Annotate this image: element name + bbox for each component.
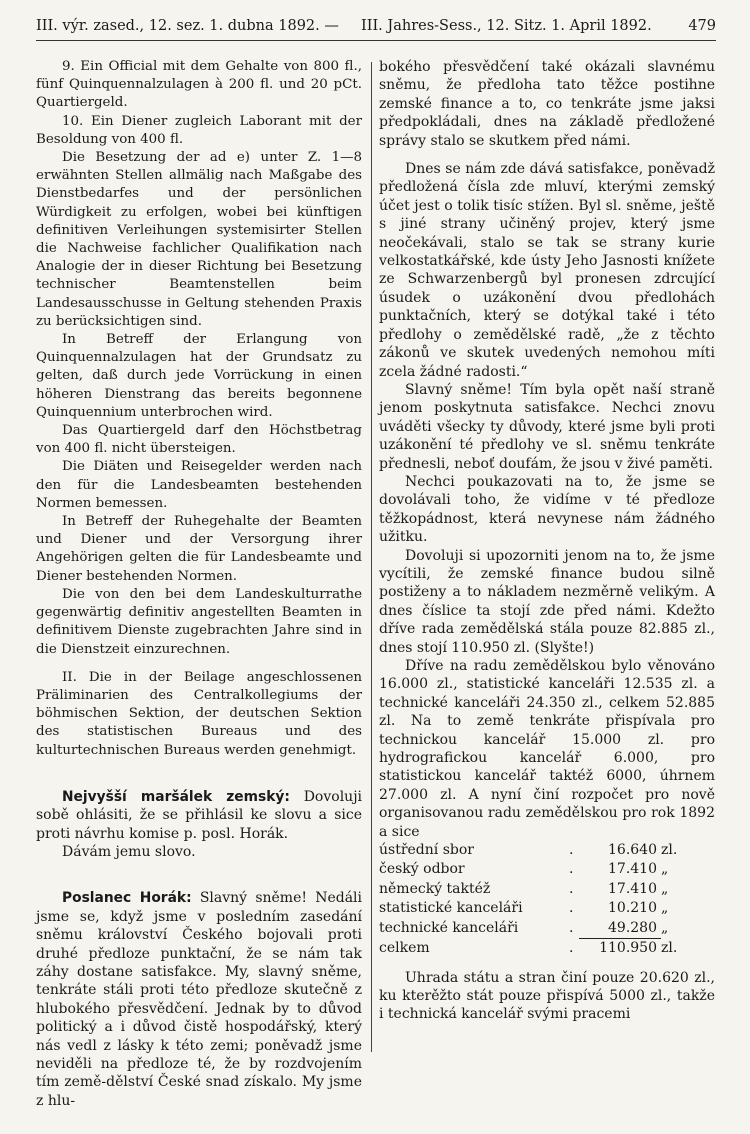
- paragraph: Dovoluji si upozorniti jenom na to, že jsme vycítili, že zemské finance budou silně postiženy a to nákladem nezměrně velikým. A dnes číslice ta stojí zde před námi. Kdežto dříve rada zemědělská stála pouze 82.885 zl., dnes stojí 110.950 zl. (Slyšte!): [379, 547, 715, 656]
- paragraph: Uhrada státu a stran činí pouze 20.620 zl., ku kterěžto stát pouze přispívá 5000 zl., takže i technická kancelář svými pracemi: [379, 969, 715, 1023]
- budget-item: ústřední sbor: [379, 842, 474, 859]
- column-divider: [371, 62, 372, 1052]
- budget-total-row: celkem . 110.950 zl.: [379, 939, 699, 959]
- speaker-name: Poslanec Horák:: [62, 890, 192, 907]
- budget-row: český odbor . 17.410 „: [379, 860, 699, 879]
- paragraph: Die Besetzung der ad e) unter Z. 1—8 erwähnten Stellen allmälig nach Maßgabe des Dienstbedarfes und der persönlichen Würdigkeit zu erfolgen, wobei bei künftigen definitiven Verleihungen systemisirter Stellen die Nachweise fachlicher Qualifikation nach Analogie der in dieser Richtung bei Besetzung technischer Beamtenstellen beim Landesausschusse in Geltung stehenden Praxis zu berücksichtigen sind.: [36, 150, 362, 329]
- paragraph: II. Die in der Beilage angeschlossenen Präliminarien des Centralkollegiums der böhmischen Sektion, der deutschen Sektion des statistischen Bureaus und des kulturtechnischen Bureaus werden genehmigt.: [36, 669, 362, 758]
- paragraph: bokého přesvědčení také okázali slavnému sněmu, že předloha tato těžce postihne zemské finance a to, co tenkráte jsme jaksi předpokládali, dnes na základě předložené správy stalo se skutkem před námi.: [379, 59, 715, 149]
- budget-table: [379, 841, 699, 958]
- speech-text: Dávám jemu slovo.: [62, 843, 196, 860]
- budget-row: technické kanceláři . 49.280 „: [379, 919, 699, 939]
- budget-amount: 17.410: [608, 880, 657, 897]
- paragraph: Nechci poukazovati na to, že jsme se dovolávali toho, že vidíme v té předloze těžkopádnost, která nevynese nám žádného užitku.: [379, 473, 715, 546]
- paragraph: Die von den bei dem Landeskulturrathe gegenwärtig definitiv angestellten Beamten in definitivem Dienste zugebrachten Jahre sind in die Dienstzeit einzurechnen.: [36, 586, 362, 657]
- budget-unit: „: [661, 919, 669, 936]
- budget-amount: 17.410: [608, 861, 657, 878]
- paragraph: In Betreff der Erlangung von Quinquennalzulagen hat der Grundsatz zu gelten, daß durch jede Vorrückung in einen höheren Dienstrang das bereits begonnene Quinquennium unterbrochen wird.: [36, 332, 362, 420]
- budget-unit: „: [661, 880, 669, 897]
- budget-row: německý taktéž . 17.410 „: [379, 880, 699, 899]
- page-header: [36, 14, 716, 40]
- budget-total-amount: 110.950: [579, 939, 661, 959]
- budget-item: technické kanceláři: [379, 919, 519, 936]
- left-column: [36, 58, 362, 1110]
- budget-unit: „: [661, 900, 669, 917]
- right-column: [379, 58, 715, 1024]
- german-text-block: [36, 58, 362, 760]
- budget-row: statistické kanceláři . 10.210 „: [379, 899, 699, 918]
- header-german: III. Jahres-Sess., 12. Sitz. 1. April 1892.: [361, 18, 652, 34]
- speaker-name: Nejvyšší maršálek zemský:: [62, 788, 290, 805]
- paragraph: Dnes se nám zde dává satisfakce, poněvadž předložená čísla zde mluví, kterými zemský účet jest o tolik tisíc stížen. Byl sl. sněme, ještě s jiné strany učiněný projev, který jsme neočekávali, stalo se tak se strany kurie velkostatkářské, kde ústy Jeho Jasnosti knížete ze Schwarzenbergů byl pronesen zdrcující úsudek o uzákonění dvou předlohách punktačních, který se dotýkal také i této předlohy o zemědělské radě, „že z těchto zákonů ve skutek uvedených nemohou míti zcela žádné radosti.“: [379, 161, 715, 380]
- budget-amount: 49.280: [608, 919, 657, 936]
- budget-amount: 16.640: [608, 842, 657, 859]
- paragraph: In Betreff der Ruhegehalte der Beamten und Diener und der Versorgung ihrer Angehörigen gelten die für Landesbeamte und Diener bestehenden Normen.: [36, 514, 362, 584]
- paragraph: Das Quartiergeld darf den Höchstbetrag von 400 fl. nicht übersteigen.: [36, 423, 362, 457]
- paragraph: 9. Ein Official mit dem Gehalte von 800 fl., fünf Quinquennalzulagen à 200 fl. und 20 pCt. Quartiergeld.: [36, 59, 362, 111]
- budget-unit: „: [661, 861, 669, 878]
- header-czech: III. výr. zased., 12. sez. 1. dubna 1892. —: [36, 18, 339, 34]
- header-rule: [36, 40, 716, 41]
- paragraph: Slavný sněme! Tím byla opět naší straně jenom poskytnuta satisfakce. Nechci znovu uváděti všecky ty důvody, které jsme byli proti uzákonění té předlohy ve sl. sněmu tenkráte přednesli, neboť doufám, že jsou v živé paměti.: [379, 381, 715, 472]
- budget-item: německý taktéž: [379, 880, 491, 897]
- speech-text: Slavný sněme! Nedáli jsme se, když jsme v posledním zasedání sněmu království Českého bojovali proti druhé předloze punktační, že se nám tak záhy dostane satisfakce. My, slavný sněme, tenkráte stáli proti této předloze skutečně z hlubokého přesvědčení. Jednak by to důvod politický a i důvod čistě hospodářský, který nás vedl z lásky k této zemi; poněvadž jsme neviděli na předloze té, že by rozdvojením tím země-dělství České snad získalo. My jsme z hlu-: [36, 890, 363, 1109]
- budget-item: český odbor: [379, 861, 465, 878]
- speech-text: Dovoluji sobě ohlásiti, že se přihlásil ke slovu a sice proti návrhu komise p. posl. Horák.: [36, 788, 363, 842]
- horak-speech: [36, 889, 362, 1110]
- budget-total-unit: zl.: [661, 939, 678, 956]
- page-number: 479: [688, 18, 716, 34]
- marshal-speech: [36, 788, 362, 862]
- paragraph: 10. Ein Diener zugleich Laborant mit der Besoldung von 400 fl.: [36, 113, 362, 147]
- paragraph: Dříve na radu zemědělskou bylo věnováno 16.000 zl., statistické kanceláři 12.535 zl. a technické kanceláři 24.350 zl., celkem 52.885 zl. Na to země tenkráte přispívala pro technickou kancelář 15.000 zl. pro hydrografickou kancelář 6.000, pro statistickou kancelář taktéž 6000, úhrnem 27.000 zl. A nyní činí rozpočet pro nově organisovanou radu zemědělskou pro rok 1892 a sice: [379, 658, 715, 840]
- budget-row: ústřední sbor . 16.640 zl.: [379, 841, 699, 860]
- budget-unit: zl.: [661, 842, 678, 859]
- paragraph: Die Diäten und Reisegelder werden nach den für die Landesbeamten bestehenden Normen bemessen.: [36, 459, 362, 511]
- budget-item: statistické kanceláři: [379, 900, 523, 917]
- budget-amount: 10.210: [608, 900, 657, 917]
- budget-total-label: celkem: [379, 939, 430, 956]
